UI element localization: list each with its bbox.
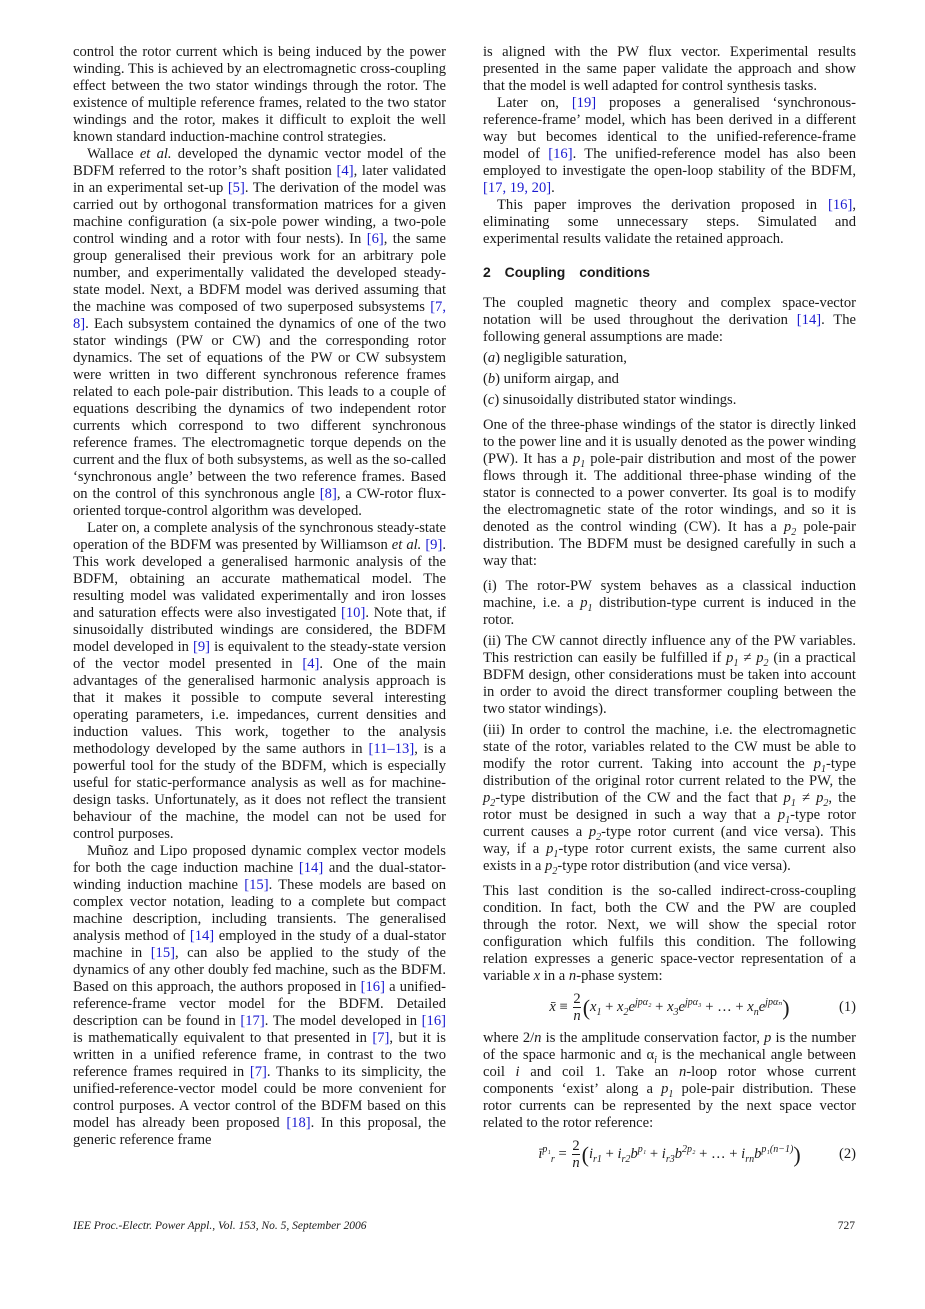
italic-text: p — [783, 790, 791, 806]
italic-text: p — [546, 841, 554, 857]
paragraph: is aligned with the PW flux vector. Experimental results presented in the same paper validate the approach and show that the model is well adapted for control synthesis tasks. — [483, 44, 856, 94]
citation-link[interactable]: [16] — [360, 979, 385, 995]
italic-text: e — [678, 998, 686, 1015]
italic-text: et al. — [391, 537, 422, 553]
italic-text: c — [487, 392, 495, 408]
denominator: n — [572, 1155, 580, 1171]
equation-number: (2) — [838, 1146, 856, 1162]
superscript: p₁(n−1) — [761, 1143, 794, 1155]
right-column — [483, 44, 856, 1177]
journal-citation: IEE Proc.-Electr. Power Appl., Vol. 153, No. 5, September 2006 — [73, 1220, 367, 1232]
citation-link[interactable]: [6] — [366, 231, 384, 247]
citation-link[interactable]: [17, 19, 20] — [483, 180, 552, 196]
italic-text: p — [777, 807, 786, 823]
section-heading: 2 Coupling conditions — [483, 264, 650, 280]
citation-link[interactable]: [5] — [227, 180, 245, 196]
equation — [483, 991, 856, 1024]
equation — [483, 1138, 856, 1171]
subscript: 2 — [490, 797, 496, 809]
subscript: r3 — [665, 1153, 675, 1165]
subscript: 1 — [596, 1006, 602, 1018]
italic-text: x — [617, 998, 624, 1015]
italic-text: p — [483, 790, 491, 806]
paragraph: The coupled magnetic theory and complex space-vector notation will be used throughout the derivation [14]. The following general assumptions are made: — [483, 295, 856, 345]
italic-text: x̄ — [549, 998, 556, 1015]
superscript: jpα₃ — [685, 996, 702, 1008]
subscript: 1 — [733, 657, 739, 669]
italic-text: i — [617, 1145, 622, 1162]
italic-text: x — [590, 998, 597, 1015]
citation-link[interactable]: [16] — [421, 1013, 446, 1029]
subscript: 1 — [587, 602, 593, 614]
paragraph: control the rotor current which is being induced by the power winding. This is achieved by an electromagnetic cross-coupling effect between the two stator windings through the rotor. The existence of multiple reference frames, related to the two stator windings and the rotor, makes it difficult to exploit the well known standard induction-machine control strategies. — [73, 44, 446, 145]
subscript: r2 — [621, 1153, 631, 1165]
italic-text: a — [487, 350, 496, 366]
paragraph: Later on, [19] proposes a generalised ‘synchronous-reference-frame’ model, which has been derived in a different way but becomes identical to the unified-reference-frame model of [16]. The unified-reference model has also been employed to investigate the open-loop stability of the BDFM, [17, 19, 20]. — [483, 95, 856, 196]
italic-text: x — [667, 998, 674, 1015]
italic-text: e — [628, 998, 636, 1015]
paragraph: This last condition is the so-called indirect-cross-coupling condition. In fact, both the CW and the PW are coupled through the rotor. Next, we will show the special rotor configuration which fulfils this condition. The following relation expresses a generic space-vector representation of a variable x in a n-phase system: — [483, 883, 856, 984]
paragraph: Wallace et al. developed the dynamic vector model of the BDFM referred to the rotor’s shaft position [4], later validated in an experimental set-up [5]. The derivation of the model was carried out by orthogonal transformation matrices for a given machine configuration (a six-pole power winding, a two-pole control winding and a rotor with four nests). In [6], the same group generalised their previous work for an arbitrary pole number, and experimentally validated the developed steady-state model. Next, a BDFM model was derived assuming that the machine was composed of two superposed subsystems [7, 8]. Each subsystem contained the dynamics of one of the two stator windings (PW or CW) and the corresponding rotor dynamics. The set of equations of the PW or CW subsystem were written in two different synchronous reference frames related to each pole-pair distribution. This leads to a couple of equations describing the dynamics of two independent rotor currents which correspond to two different synchronous reference frames. The electromagnetic torque depends on the current and the flux of both subsystems, as well as the so-called ‘synchronous angle’ between the two reference frames. Based on the control of this synchronous angle [8], a CW-rotor flux-oriented torque-control algorithm was developed. — [73, 146, 447, 519]
numerator: 2 — [572, 1138, 580, 1154]
italic-text: p — [783, 519, 792, 535]
equation-body: $ī^{p_1}_r$ = $\frac{2}{n}$ ($i_{r1} + i_{r2}b^{p_1} + i_{r3}b^{2p_2}$ + … + $i_{rn}b^{p_1(n-1)}$) — [538, 1138, 801, 1171]
subscript: 1 — [790, 797, 796, 809]
italic-text: p — [816, 790, 824, 806]
italic-text: ī — [538, 1145, 543, 1162]
list-item: (iii) In order to control the machine, i.e. the electromagnetic state of the rotor, variables related to the CW must be able to modify the rotor current. Taking into account the $p_1$-type distribution of the original rotor current related to the PW, the $p_2$-type distribution of the CW and the fact that $p_1 \ne p_2$, the rotor must be designed in such a way that a $p_1$-type rotor current causes a $p_2$-type rotor current (and vice versa). This way, if a $p_1$-type rotor current exists, the same current also exists in a $p_2$-type rotor distribution (and vice versa). — [483, 722, 856, 877]
citation-link[interactable]: [14] — [298, 860, 324, 876]
subscript: 2 — [552, 865, 558, 877]
citation-link[interactable]: [8] — [319, 486, 337, 502]
parenthesis: ( — [581, 1142, 589, 1167]
citation-link[interactable]: [15] — [244, 877, 269, 893]
parenthesis: ( — [582, 995, 591, 1020]
subscript: 1 — [668, 1088, 674, 1100]
list-item: (b) uniform airgap, and — [483, 371, 619, 387]
italic-text: x — [533, 968, 541, 984]
subscript: n — [753, 1006, 759, 1018]
paragraph: where 2/n is the amplitude conservation factor, p is the number of the space harmonic and $\alpha_i$ is the mechanical angle between coil i and coil 1. Take an n-loop rotor whose current components ‘exist’ along a $p_1$ pole-pair distribution. These rotor currents can be represented by the next space vector related to the rotor reference: — [483, 1030, 856, 1131]
paragraph: One of the three-phase windings of the stator is directly linked to the power line and it is usually denoted as the power winding (PW). It has a $p_1$ pole-pair distribution and most of the power flows through it. The additional three-phase winding of the stator is connected to a power converter. Its goal is to modify the electromagnetic state of the rotor windings, and so it is denoted as the control winding (CW). It has a $p_2$ pole-pair distribution. The BDFM must be designed carefully in such a way that: — [483, 417, 856, 569]
superscript: jpαₙ — [765, 996, 783, 1008]
italic-text: p — [573, 451, 581, 467]
italic-text: p — [764, 1030, 772, 1046]
list-item: (ii) The CW cannot directly influence any of the PW variables. This restriction can easily be fulfilled if $p_1 \ne p_2$ (in a practical BDFM design, other considerations must be taken into account in order to avoid the direct transformer coupling between the two stator windings). — [483, 633, 857, 717]
italic-text: b — [674, 1145, 683, 1162]
citation-link[interactable]: [15] — [150, 945, 176, 961]
subscript: r — [550, 1153, 555, 1165]
citation-link[interactable]: [9] — [425, 537, 443, 553]
fraction — [573, 991, 580, 1024]
subscript: r1 — [593, 1153, 602, 1165]
subscript: 1 — [785, 814, 791, 826]
italic-text: i — [741, 1145, 746, 1162]
italic-text: i — [515, 1064, 520, 1080]
subscript: 2 — [596, 831, 602, 843]
superscript: p₁ — [637, 1143, 647, 1155]
citation-link[interactable]: [7] — [249, 1064, 267, 1080]
citation-link[interactable]: [10] — [341, 605, 366, 621]
citation-link[interactable]: [4] — [302, 656, 320, 672]
subscript: 3 — [673, 1006, 679, 1018]
paragraph: (i) The rotor-PW system behaves as a classical induction machine, i.e. a $p_1$ distribution-type current is induced in the rotor. — [483, 578, 856, 628]
italic-text: n — [568, 968, 577, 984]
paragraph: Later on, a complete analysis of the synchronous steady-state operation of the BDFM was presented by Williamson et al. [9]. This work developed a generalised harmonic analysis of the BDFM, obtaining an accurate mathematical model. The resulting model was validated experimentally and iron losses and saturation effects were also investigated [10]. Note that, if sinusoidally distributed windings are considered, the BDFM model developed in [9] is equivalent to the steady-state version of the vector model presented in [4]. One of the main advantages of the generalised harmonic analysis approach is that it makes it possible to compute several interesting operating parameters, i.e. impedances, current densities and induction values. This work, together to the analysis methodology developed by the same authors in [11–13], is a powerful tool for the study of the BDFM, which is especially useful for static-performance analysis as well as for machine-design tasks. Unfortunately, as it does not reflect the transient behaviour of the machine, the model can not be used for control purposes. — [73, 520, 447, 842]
italic-text: e — [758, 998, 766, 1015]
list-item: (c) sinusoidally distributed stator windings. — [483, 392, 737, 408]
page-footer — [73, 1220, 855, 1232]
subscript: 2 — [763, 657, 769, 669]
citation-link[interactable]: [17] — [240, 1013, 265, 1029]
citation-link[interactable]: [14] — [189, 928, 215, 944]
citation-link[interactable]: [18] — [286, 1115, 311, 1131]
subscript: 1 — [821, 763, 826, 775]
parenthesis: ) — [782, 995, 790, 1020]
superscript: jpα₂ — [635, 996, 652, 1008]
italic-text: p — [756, 650, 764, 666]
citation-link[interactable]: [11–13] — [368, 741, 415, 757]
italic-text: n — [679, 1064, 687, 1080]
italic-text: b — [754, 1145, 762, 1162]
subscript: i — [654, 1054, 657, 1066]
citation-link[interactable]: [16] — [828, 197, 853, 213]
italic-text: p — [726, 650, 734, 666]
subscript: 1 — [580, 458, 586, 470]
citation-link[interactable]: [7] — [372, 1030, 390, 1046]
citation-link[interactable]: [14] — [796, 312, 822, 328]
italic-text: i — [588, 1145, 594, 1162]
italic-text: p — [813, 756, 821, 772]
citation-link[interactable]: [16] — [548, 146, 573, 162]
subscript: rn — [745, 1153, 755, 1165]
superscript: p₁ — [542, 1143, 551, 1155]
subscript: 1 — [553, 848, 559, 860]
equation-number: (1) — [838, 999, 856, 1015]
italic-text: p — [588, 824, 597, 840]
italic-text: p — [661, 1081, 669, 1097]
paragraph: Muñoz and Lipo proposed dynamic complex vector models for both the cage induction machine [14] and the dual-stator-winding induction machine [15]. These models are based on complex vector notation, leading to a complete but compact machine description, including transients. The generalised analysis method of [14] employed in the study of a dual-stator machine in [15], can also be applied to the study of the dynamics of any other doubly fed machine, such as the BDFM. Based on this approach, the authors proposed in [16] a unified-reference-frame vector model for the BDFM. Detailed description can be found in [17]. The model developed in [16] is mathematically equivalent to that presented in [7], but it is written in a unified reference frame, in contrast to the two reference frames required in [7]. Thanks to its simplicity, the unified-reference-vector model could be more convenient for control purposes. A vector control of the BDFM based on this model has already been proposed [18]. In this proposal, the generic reference frame — [73, 843, 447, 1148]
italic-text: b — [487, 371, 496, 387]
subscript: 2 — [791, 526, 797, 538]
equation-body: x̄ ≡ $\frac{2}{n}$ ($x_1 + x_2e^{jp\alpha_2} + x_3e^{jp\alpha_3}$ + … + $x_ne^{jp\alpha_n}$) — [549, 991, 790, 1024]
citation-link[interactable]: [19] — [571, 95, 597, 111]
denominator: n — [573, 1008, 581, 1024]
page-number: 727 — [837, 1220, 855, 1232]
fraction — [572, 1138, 579, 1171]
citation-link[interactable]: [7, 8] — [73, 299, 446, 332]
italic-text: x — [747, 998, 754, 1015]
left-column — [73, 44, 446, 1149]
citation-link[interactable]: [9] — [193, 639, 211, 655]
citation-link[interactable]: [4] — [336, 163, 354, 179]
italic-text: b — [630, 1145, 638, 1162]
italic-text: p — [580, 595, 588, 611]
list-item: (a) negligible saturation, — [483, 350, 627, 366]
paragraph: This paper improves the derivation proposed in [16], eliminating some unnecessary steps. Simulated and experimental results validate the retained approach. — [483, 197, 856, 247]
subscript: 2 — [623, 1006, 629, 1018]
italic-text: i — [661, 1145, 666, 1162]
italic-text: et al. — [139, 146, 172, 162]
italic-text: p — [545, 858, 553, 874]
parenthesis: ) — [793, 1142, 801, 1167]
subscript: 2 — [823, 797, 829, 809]
superscript: 2p₂ — [682, 1143, 696, 1155]
italic-text: n — [534, 1030, 542, 1046]
numerator: 2 — [573, 991, 581, 1007]
